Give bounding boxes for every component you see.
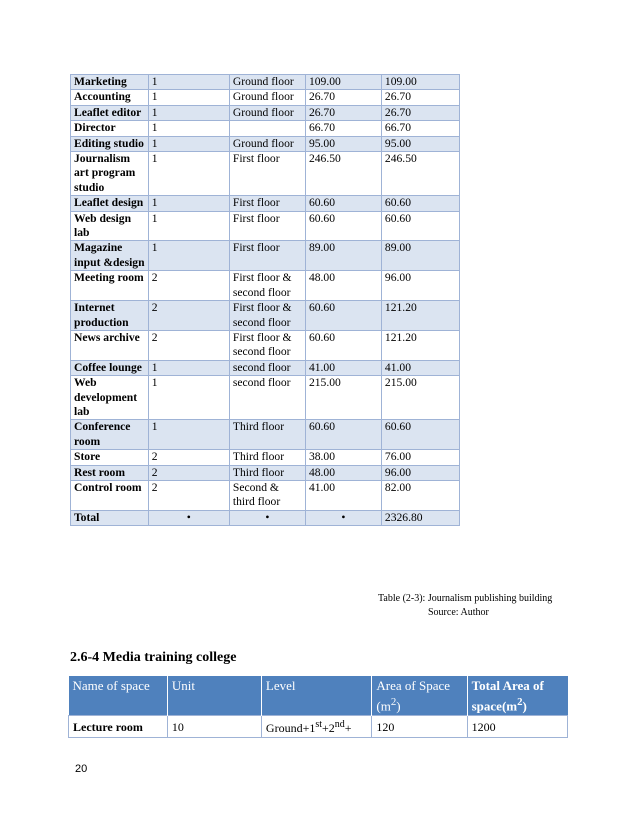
- cell-space-name: News archive: [71, 330, 149, 360]
- total-value: 2326.80: [381, 510, 459, 525]
- cell-level: second floor: [229, 360, 305, 375]
- cell-unit: 2: [148, 330, 229, 360]
- cell-level: Ground floor: [229, 136, 305, 151]
- table-row: [71, 480, 460, 510]
- cell-space-name: Web development lab: [71, 376, 149, 420]
- bullet-level: •: [229, 510, 305, 525]
- header-area: Area of Space $(m^2)$: [372, 676, 467, 716]
- cell-total-area: 76.00: [381, 450, 459, 465]
- cell-unit: 1: [148, 211, 229, 241]
- table-row: [71, 75, 460, 90]
- cell-level: Ground floor: [229, 90, 305, 105]
- cell-unit: 1: [148, 376, 229, 420]
- caption-source: Source: Author: [428, 607, 489, 618]
- cell-area: 26.70: [305, 90, 381, 105]
- media-college-table: [68, 676, 568, 738]
- table-row: [71, 271, 460, 301]
- total-label: Total: [71, 510, 149, 525]
- cell-total-area: 60.60: [381, 211, 459, 241]
- header-total-area: Total Area of $space(m^2)$: [467, 676, 567, 716]
- cell-area: 60.60: [305, 211, 381, 241]
- cell-total-area: 82.00: [381, 480, 459, 510]
- cell-level: Ground floor: [229, 105, 305, 120]
- table-row: [71, 301, 460, 331]
- cell-space-name: Editing studio: [71, 136, 149, 151]
- cell-total-area: 26.70: [381, 90, 459, 105]
- cell-area: 95.00: [305, 136, 381, 151]
- cell-area: 48.00: [305, 465, 381, 480]
- header-level: Level: [261, 676, 371, 716]
- header-unit: Unit: [167, 676, 261, 716]
- cell-area: 41.00: [305, 360, 381, 375]
- cell-total-area: 121.20: [381, 330, 459, 360]
- cell-space-name: Store: [71, 450, 149, 465]
- cell-level: Ground floor: [229, 75, 305, 90]
- table-row: [71, 241, 460, 271]
- cell-space-name: Accounting: [71, 90, 149, 105]
- cell-unit: 1: [148, 360, 229, 375]
- cell-area: 109.00: [305, 75, 381, 90]
- cell-total-area: 96.00: [381, 271, 459, 301]
- cell-unit: 2: [148, 301, 229, 331]
- cell-total: 1200: [467, 716, 567, 738]
- caption-title: Table (2-3): Journalism publishing building: [378, 593, 553, 604]
- cell-total-area: 121.20: [381, 301, 459, 331]
- cell-area: 120: [372, 716, 467, 738]
- cell-unit: 2: [148, 480, 229, 510]
- cell-space-name: Meeting room: [71, 271, 149, 301]
- cell-area: 60.60: [305, 196, 381, 211]
- cell-unit: 2: [148, 271, 229, 301]
- cell-level: First floor & second floor: [229, 301, 305, 331]
- cell-level: First floor: [229, 196, 305, 211]
- cell-area: 66.70: [305, 121, 381, 136]
- cell-name: Lecture room: [69, 716, 168, 738]
- cell-unit: 1: [148, 152, 229, 196]
- cell-level: Third floor: [229, 450, 305, 465]
- journalism-building-table: [70, 74, 460, 526]
- cell-area: 60.60: [305, 330, 381, 360]
- table-row: [71, 465, 460, 480]
- cell-level: second floor: [229, 376, 305, 420]
- table-row: [71, 152, 460, 196]
- cell-space-name: Internet production: [71, 301, 149, 331]
- cell-unit: 10: [167, 716, 261, 738]
- cell-total-area: 89.00: [381, 241, 459, 271]
- cell-space-name: Conference room: [71, 420, 149, 450]
- cell-area: 48.00: [305, 271, 381, 301]
- cell-unit: 1: [148, 420, 229, 450]
- cell-space-name: Rest room: [71, 465, 149, 480]
- cell-space-name: Coffee lounge: [71, 360, 149, 375]
- header-row: [69, 676, 568, 716]
- section-heading: 2.6-4 Media training college: [70, 650, 237, 665]
- cell-total-area: 215.00: [381, 376, 459, 420]
- cell-space-name: Leaflet design: [71, 196, 149, 211]
- cell-total-area: 66.70: [381, 121, 459, 136]
- table-row: [71, 376, 460, 420]
- cell-space-name: Director: [71, 121, 149, 136]
- page-number: 20: [75, 763, 88, 775]
- cell-area: 26.70: [305, 105, 381, 120]
- cell-level: First floor & second floor: [229, 330, 305, 360]
- cell-total-area: 26.70: [381, 105, 459, 120]
- cell-level: First floor: [229, 241, 305, 271]
- bullet-unit: •: [148, 510, 229, 525]
- total-row: [71, 510, 460, 525]
- table-row: [71, 211, 460, 241]
- cell-total-area: 60.60: [381, 420, 459, 450]
- cell-level: First floor: [229, 211, 305, 241]
- cell-space-name: Marketing: [71, 75, 149, 90]
- table-body: [71, 75, 460, 526]
- cell-level: Third floor: [229, 465, 305, 480]
- cell-total-area: 109.00: [381, 75, 459, 90]
- bullet-area: •: [305, 510, 381, 525]
- cell-unit: 1: [148, 241, 229, 271]
- cell-space-name: Journalism art program studio: [71, 152, 149, 196]
- cell-total-area: 95.00: [381, 136, 459, 151]
- table-row: [69, 716, 568, 738]
- table-row: [71, 420, 460, 450]
- cell-level: Ground+1st+2nd+: [261, 716, 371, 738]
- table-row: [71, 105, 460, 120]
- cell-level: [229, 121, 305, 136]
- cell-total-area: 41.00: [381, 360, 459, 375]
- cell-area: 41.00: [305, 480, 381, 510]
- table-row: [71, 90, 460, 105]
- table-row: [71, 330, 460, 360]
- cell-total-area: 60.60: [381, 196, 459, 211]
- cell-unit: 1: [148, 105, 229, 120]
- cell-unit: 1: [148, 75, 229, 90]
- cell-unit: 1: [148, 90, 229, 105]
- cell-total-area: 246.50: [381, 152, 459, 196]
- table-row: [71, 121, 460, 136]
- table-row: [71, 450, 460, 465]
- cell-total-area: 96.00: [381, 465, 459, 480]
- cell-space-name: Leaflet editor: [71, 105, 149, 120]
- cell-space-name: Control room: [71, 480, 149, 510]
- cell-area: 89.00: [305, 241, 381, 271]
- table-row: [71, 196, 460, 211]
- cell-level: Second & third floor: [229, 480, 305, 510]
- cell-unit: 2: [148, 465, 229, 480]
- cell-unit: 1: [148, 121, 229, 136]
- cell-level: First floor: [229, 152, 305, 196]
- cell-area: 246.50: [305, 152, 381, 196]
- cell-level: First floor & second floor: [229, 271, 305, 301]
- cell-level: Third floor: [229, 420, 305, 450]
- cell-area: 38.00: [305, 450, 381, 465]
- cell-unit: 1: [148, 196, 229, 211]
- cell-space-name: Magazine input &design: [71, 241, 149, 271]
- cell-space-name: Web design lab: [71, 211, 149, 241]
- header-name: Name of space: [69, 676, 168, 716]
- cell-unit: 2: [148, 450, 229, 465]
- cell-area: 60.60: [305, 420, 381, 450]
- cell-area: 60.60: [305, 301, 381, 331]
- cell-unit: 1: [148, 136, 229, 151]
- cell-area: 215.00: [305, 376, 381, 420]
- table-row: [71, 360, 460, 375]
- table-row: [71, 136, 460, 151]
